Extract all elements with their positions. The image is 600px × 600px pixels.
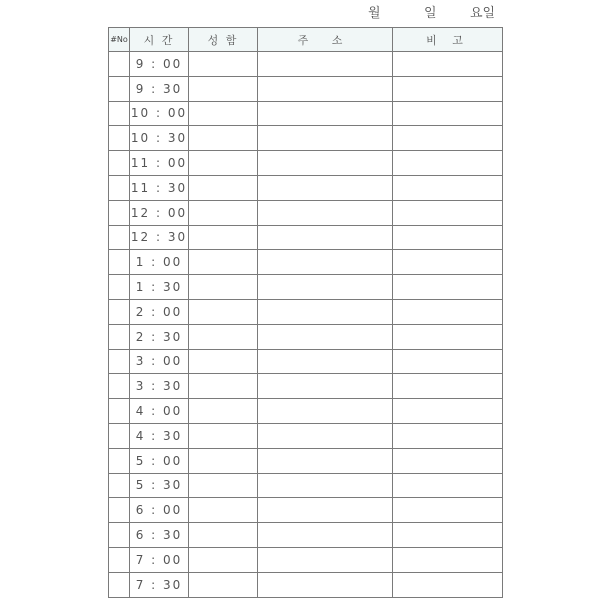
time-cell: 2 : 00: [130, 299, 189, 324]
time-cell: 4 : 30: [130, 423, 189, 448]
no-cell[interactable]: [109, 324, 130, 349]
address-cell[interactable]: [258, 374, 393, 399]
name-cell[interactable]: [189, 250, 258, 275]
name-cell[interactable]: [189, 423, 258, 448]
note-cell[interactable]: [393, 349, 503, 374]
table-row: [109, 299, 503, 324]
time-cell: 1 : 30: [130, 275, 189, 300]
name-cell[interactable]: [189, 151, 258, 176]
table-row: [109, 423, 503, 448]
address-cell[interactable]: [258, 126, 393, 151]
note-cell[interactable]: [393, 423, 503, 448]
no-cell[interactable]: [109, 299, 130, 324]
note-cell[interactable]: [393, 523, 503, 548]
date-line: [0, 2, 600, 22]
time-cell: 5 : 30: [130, 473, 189, 498]
name-cell[interactable]: [189, 299, 258, 324]
name-cell[interactable]: [189, 349, 258, 374]
note-cell[interactable]: [393, 52, 503, 77]
address-cell[interactable]: [258, 448, 393, 473]
time-cell: 6 : 00: [130, 498, 189, 523]
note-cell[interactable]: [393, 498, 503, 523]
address-cell[interactable]: [258, 175, 393, 200]
no-cell[interactable]: [109, 126, 130, 151]
note-cell[interactable]: [393, 547, 503, 572]
name-cell[interactable]: [189, 572, 258, 597]
column-header-time: 시 간: [130, 28, 189, 52]
address-cell[interactable]: [258, 275, 393, 300]
name-cell[interactable]: [189, 448, 258, 473]
table-row: [109, 498, 503, 523]
address-cell[interactable]: [258, 399, 393, 424]
column-header-name: 성 함: [189, 28, 258, 52]
no-cell[interactable]: [109, 151, 130, 176]
name-cell[interactable]: [189, 547, 258, 572]
note-cell[interactable]: [393, 473, 503, 498]
no-cell[interactable]: [109, 423, 130, 448]
table-row: [109, 374, 503, 399]
day-label: 일: [424, 6, 437, 21]
name-cell[interactable]: [189, 523, 258, 548]
note-cell[interactable]: [393, 250, 503, 275]
address-cell[interactable]: [258, 349, 393, 374]
no-cell[interactable]: [109, 52, 130, 77]
note-cell[interactable]: [393, 399, 503, 424]
time-cell: 10 : 00: [130, 101, 189, 126]
note-cell[interactable]: [393, 572, 503, 597]
schedule-body: [109, 52, 503, 598]
time-cell: 2 : 30: [130, 324, 189, 349]
time-cell: 10 : 30: [130, 126, 189, 151]
table-row: [109, 225, 503, 250]
weekday-label: 요일: [470, 6, 496, 21]
address-cell[interactable]: [258, 572, 393, 597]
address-cell[interactable]: [258, 151, 393, 176]
no-cell[interactable]: [109, 225, 130, 250]
address-cell[interactable]: [258, 225, 393, 250]
time-cell: 5 : 00: [130, 448, 189, 473]
table-row: [109, 101, 503, 126]
time-cell: 11 : 30: [130, 175, 189, 200]
address-cell[interactable]: [258, 101, 393, 126]
no-cell[interactable]: [109, 250, 130, 275]
address-cell[interactable]: [258, 324, 393, 349]
address-cell[interactable]: [258, 200, 393, 225]
time-cell: 7 : 30: [130, 572, 189, 597]
table-row: [109, 76, 503, 101]
table-row: [109, 399, 503, 424]
name-cell[interactable]: [189, 52, 258, 77]
no-cell[interactable]: [109, 448, 130, 473]
schedule-table: [108, 27, 503, 598]
no-cell[interactable]: [109, 349, 130, 374]
address-cell[interactable]: [258, 473, 393, 498]
note-cell[interactable]: [393, 126, 503, 151]
table-row: [109, 275, 503, 300]
note-cell[interactable]: [393, 175, 503, 200]
address-cell[interactable]: [258, 547, 393, 572]
name-cell[interactable]: [189, 399, 258, 424]
no-cell[interactable]: [109, 572, 130, 597]
table-row: [109, 547, 503, 572]
no-cell[interactable]: [109, 399, 130, 424]
time-cell: 3 : 30: [130, 374, 189, 399]
no-cell[interactable]: [109, 374, 130, 399]
column-header-no: #No: [109, 28, 130, 52]
name-cell[interactable]: [189, 275, 258, 300]
no-cell[interactable]: [109, 275, 130, 300]
name-cell[interactable]: [189, 324, 258, 349]
note-cell[interactable]: [393, 76, 503, 101]
name-cell[interactable]: [189, 126, 258, 151]
table-row: [109, 151, 503, 176]
column-header-note: 비 고: [393, 28, 503, 52]
time-cell: 4 : 00: [130, 399, 189, 424]
address-cell[interactable]: [258, 423, 393, 448]
month-label: 월: [368, 6, 381, 21]
no-cell[interactable]: [109, 76, 130, 101]
no-cell[interactable]: [109, 200, 130, 225]
address-cell[interactable]: [258, 250, 393, 275]
address-cell[interactable]: [258, 523, 393, 548]
table-row: [109, 250, 503, 275]
table-header-row: [109, 28, 503, 52]
name-cell[interactable]: [189, 175, 258, 200]
no-cell[interactable]: [109, 523, 130, 548]
time-cell: 1 : 00: [130, 250, 189, 275]
address-cell[interactable]: [258, 299, 393, 324]
table-row: [109, 200, 503, 225]
name-cell[interactable]: [189, 200, 258, 225]
table-row: [109, 448, 503, 473]
name-cell[interactable]: [189, 225, 258, 250]
name-cell[interactable]: [189, 498, 258, 523]
column-header-address: 주 소: [258, 28, 393, 52]
time-cell: 12 : 00: [130, 200, 189, 225]
table-row: [109, 52, 503, 77]
note-cell[interactable]: [393, 151, 503, 176]
name-cell[interactable]: [189, 76, 258, 101]
note-cell[interactable]: [393, 225, 503, 250]
time-cell: 9 : 30: [130, 76, 189, 101]
address-cell[interactable]: [258, 498, 393, 523]
note-cell[interactable]: [393, 275, 503, 300]
note-cell[interactable]: [393, 101, 503, 126]
time-cell: 11 : 00: [130, 151, 189, 176]
name-cell[interactable]: [189, 374, 258, 399]
note-cell[interactable]: [393, 324, 503, 349]
address-cell[interactable]: [258, 76, 393, 101]
time-cell: 9 : 00: [130, 52, 189, 77]
table-row: [109, 324, 503, 349]
no-cell[interactable]: [109, 547, 130, 572]
table-row: [109, 175, 503, 200]
name-cell[interactable]: [189, 101, 258, 126]
no-cell[interactable]: [109, 101, 130, 126]
no-cell[interactable]: [109, 175, 130, 200]
name-cell[interactable]: [189, 473, 258, 498]
table-row: [109, 349, 503, 374]
time-cell: 12 : 30: [130, 225, 189, 250]
table-row: [109, 523, 503, 548]
table-row: [109, 126, 503, 151]
no-cell[interactable]: [109, 498, 130, 523]
time-cell: 3 : 00: [130, 349, 189, 374]
time-cell: 6 : 30: [130, 523, 189, 548]
note-cell[interactable]: [393, 448, 503, 473]
time-cell: 7 : 00: [130, 547, 189, 572]
note-cell[interactable]: [393, 299, 503, 324]
table-row: [109, 572, 503, 597]
no-cell[interactable]: [109, 473, 130, 498]
address-cell[interactable]: [258, 52, 393, 77]
note-cell[interactable]: [393, 374, 503, 399]
note-cell[interactable]: [393, 200, 503, 225]
table-row: [109, 473, 503, 498]
